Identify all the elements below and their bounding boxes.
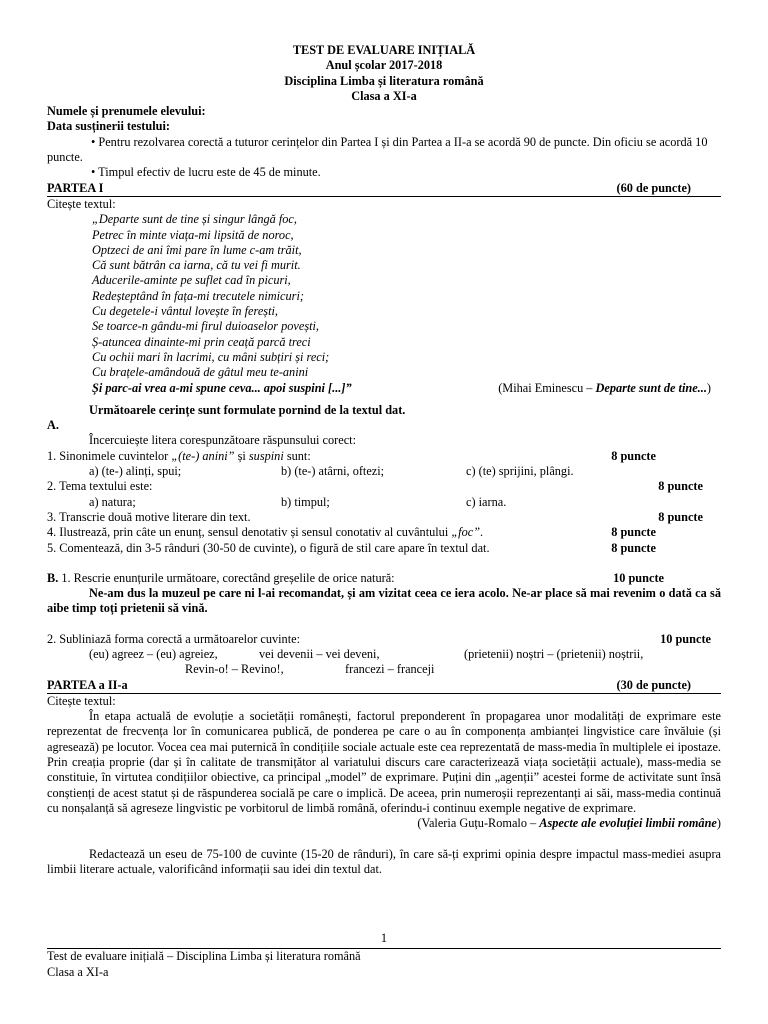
instruction: Încercuiește litera corespunzătoare răspunsului corect:: [89, 433, 356, 448]
question-3-points: 8 puncte: [658, 509, 703, 524]
discipline: Disciplina Limba și literatura română: [284, 73, 484, 88]
student-name-label: Numele și prenumele elevului:: [47, 104, 206, 119]
part2-source: [47, 816, 721, 831]
option-c: c) (te) sprijini, plângi.: [466, 464, 574, 479]
option-a: a) natura;: [89, 494, 136, 509]
essay-task: Redactează un eseu de 75-100 de cuvinte (15-20 de rânduri), în care să-ți exprimi opinia despre impactul mass-mediei asupra limbii literare actuale, valorificând informații sau idei din textul dat.: [47, 846, 721, 876]
poem: [92, 212, 721, 396]
question-5: [47, 541, 721, 556]
note-time: • Timpul efectiv de lucru este de 45 de minute.: [91, 165, 321, 180]
part1-header: [47, 181, 721, 197]
b2-word-pair: vei devenii – vei deveni,: [259, 646, 380, 661]
part2-source-prefix: (Valeria Guțu-Romalo –: [417, 816, 540, 831]
section-b-item-2: [47, 632, 721, 647]
grade: Clasa a XI-a: [351, 88, 417, 103]
poem-last-row: [92, 381, 721, 396]
question-2: [47, 479, 721, 494]
q4-pre: 4. Ilustrează, prin câte un enunț, sensul denotativ și sensul conotativ al cuvântului: [47, 525, 452, 540]
source-prefix: (Mihai Eminescu –: [498, 380, 596, 395]
b2-word-pair: Revin-o! – Revino!,: [185, 662, 284, 677]
question-3-text: 3. Transcrie două motive literare din text.: [47, 509, 251, 524]
b2-word-pair: francezi – franceji: [345, 662, 435, 677]
section-b-label: B.: [47, 570, 59, 585]
question-2-points: 8 puncte: [658, 479, 703, 494]
poem-line: Petrec în minte viața-mi lipsită de noroc,: [92, 227, 294, 242]
poem-line: Optzeci de ani îmi pare în lume c-am trăit,: [92, 242, 302, 257]
poem-line: Cu brațele-amândouă de gâtul meu te-anini: [92, 365, 309, 380]
footer-line-1: Test de evaluare inițială – Disciplina Limba și literatura română: [47, 949, 361, 964]
question-2-options: [47, 495, 721, 510]
part2-read-label: Citește textul:: [47, 693, 116, 708]
part2-text: În etapa actuală de evoluție a societății românești, factorul preponderent în propagarea unor modalități de exprimare este reprezentat de frecvența lor în comunicarea publică, de ponderea pe care o au în componența ambianței lingvistice care învăluie (și agresează) pe locutor. Vocea cea mai puternică în condițiile sociale actuale este cea reprezentată de mass-media în multiplele ei ipostaze. Prin creația proprie (dar și în calitate de transmițător al variatului discurs care caracterizează viața societății actuale), mass-media se constituie, în virtutea condițiilor obiective, ca principal „model” de exprimare. Puțini din „agenții” acestei forme de activitate sunt însă conștienți de acest statut și de răspunderea socială pe care o implică. De aceea, prin numeroșii reprezentanți ai săi, mass-media continuă cu nonșalanță să agreseze lingvistic pe vorbitorul de limbă română, oferindu-i continuu exemple negative de exprimare.: [47, 709, 721, 815]
question-5-text: 5. Comentează, din 3-5 rânduri (30-50 de cuvinte), o figură de stil care apare în textul dat.: [47, 540, 490, 555]
test-date-label: Data susținerii testului:: [47, 119, 170, 134]
school-year: Anul școlar 2017-2018: [325, 58, 443, 73]
b2-word-pair: (eu) agreez – (eu) agreiez,: [89, 646, 218, 661]
b2-word-pair: (prietenii) noștri – (prietenii) noștrii,: [464, 646, 644, 661]
option-b: b) (te-) atârni, oftezi;: [281, 464, 385, 479]
note-scoring: • Pentru rezolvarea corectă a tuturor cerințelor din Partea I și din Partea a II-a se acordă 90 de puncte. Din oficiu se acordă 10 puncte.: [47, 134, 708, 165]
footer: [47, 931, 721, 980]
requirements-intro: Următoarele cerințe sunt formulate pornind de la textul dat.: [89, 402, 406, 417]
part1-read-label: Citește textul:: [47, 196, 116, 211]
q1-word2: suspini: [248, 448, 284, 463]
test-page: [47, 43, 721, 877]
source-title: Departe sunt de tine...: [595, 380, 707, 395]
part1-title: PARTEA I: [47, 180, 104, 195]
poem-source: [498, 381, 711, 396]
q4-post: .: [480, 525, 484, 540]
part2-source-title: Aspecte ale evoluției limbii române: [539, 816, 717, 831]
option-c: c) iarna.: [466, 494, 507, 509]
b1-points: 10 puncte: [613, 570, 664, 585]
q4-word: „foc”: [451, 525, 481, 540]
section-a-label: A.: [47, 418, 59, 433]
b2-row-2: [47, 662, 721, 677]
poem-line: Cu degetele-i vântul lovește în ferești,: [92, 304, 278, 319]
b1-text: 1. Rescrie enunțurile următoare, corectând greșelile de orice natură:: [58, 570, 395, 585]
poem-line: Aducerile-aminte pe suflet cad în picuri,: [92, 273, 291, 288]
poem-line: Ș-atuncea dinainte-mi prin ceață parcă treci: [92, 334, 311, 349]
question-4-points: 8 puncte: [611, 525, 656, 540]
footer-line-2: Clasa a XI-a: [47, 964, 109, 979]
test-title: TEST DE EVALUARE INIȚIALĂ: [292, 43, 476, 57]
b2-text: 2. Subliniază forma corectă a următoarelor cuvinte:: [47, 631, 300, 646]
question-1-options: [47, 464, 721, 479]
question-5-points: 8 puncte: [611, 540, 656, 555]
poem-line: Redeșteptând în fața-mi trecutele nimicuri;: [92, 288, 304, 303]
poem-line: Cu ochii mari în lacrimi, cu mâni subțiri și reci;: [92, 349, 330, 364]
section-b-item-1-text: [47, 571, 395, 586]
option-b: b) timpul;: [281, 494, 330, 509]
q1-post: sunt:: [283, 448, 311, 463]
question-2-text: 2. Tema textului este:: [47, 479, 153, 494]
part2-source-suffix: ): [716, 816, 721, 831]
b2-points: 10 puncte: [660, 631, 711, 646]
b1-sentences: Ne-am dus la muzeul pe care ni l-ai recomandat, și am vizitat ceea ce iera acolo. Ne-ar place să mai revenim o dată ca să aibe timp toți prietenii să vină.: [47, 586, 721, 616]
section-b-item-1: [47, 571, 721, 586]
poem-line: Și parc-ai vrea a-mi spune ceva... apoi suspini [...]”: [92, 380, 352, 395]
part2-header: [47, 678, 721, 694]
part2-points: (30 de puncte): [616, 677, 691, 692]
poem-line: Se toarce-n gându-mi firul duioaselor povești,: [92, 319, 320, 334]
q1-mid: și: [234, 448, 249, 463]
poem-line: Că sunt bătrân ca iarna, că tu vei fi murit.: [92, 258, 301, 273]
question-3: [47, 510, 721, 525]
option-a: a) (te-) alinți, spui;: [89, 464, 182, 479]
q1-pre: 1. Sinonimele cuvintelor: [47, 448, 172, 463]
question-4-text: [47, 525, 483, 540]
part1-points: (60 de puncte): [616, 180, 691, 195]
b2-row-1: [47, 647, 721, 662]
page-number: 1: [380, 931, 388, 945]
q1-word1: „(te-) anini”: [171, 448, 235, 463]
source-suffix: ): [706, 380, 711, 395]
question-4: [47, 525, 721, 540]
question-1-text: [47, 449, 311, 464]
poem-line: „Departe sunt de tine și singur lângă foc,: [92, 212, 297, 227]
question-1-points: 8 puncte: [611, 448, 656, 463]
part2-title: PARTEA a II-a: [47, 677, 128, 692]
question-1: [47, 449, 721, 464]
